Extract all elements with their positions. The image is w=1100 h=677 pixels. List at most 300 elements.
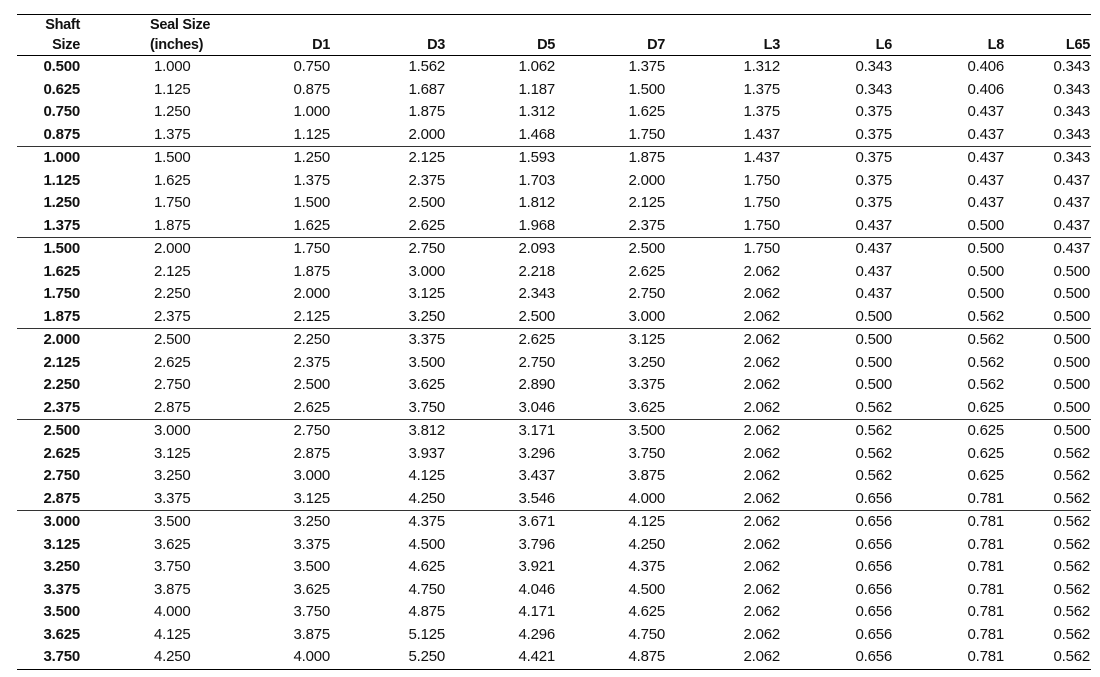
table-row	[17, 170, 1091, 193]
header-seal-line2: (inches)	[81, 35, 231, 56]
cell-l6: 0.437	[855, 240, 892, 257]
cell-l65: 0.562	[1053, 580, 1090, 598]
cell-d1: 2.250	[293, 331, 330, 348]
table-row	[17, 488, 1091, 511]
table-row	[17, 374, 1091, 397]
cell-d1: 2.000	[293, 285, 330, 302]
cell-shaft-size: 1.250	[43, 194, 80, 211]
header-d5: D5	[446, 35, 556, 56]
cell-d3: 3.812	[408, 422, 445, 439]
cell-l6: 0.656	[855, 513, 892, 530]
cell-l3: 1.750	[743, 171, 780, 189]
table-row	[17, 556, 1091, 579]
cell-seal-size: 3.625	[154, 535, 191, 553]
table-row	[17, 261, 1091, 284]
cell-seal-size: 4.000	[154, 603, 191, 620]
cell-l8: 0.625	[893, 397, 1005, 420]
cell-l8: 0.500	[967, 240, 1004, 257]
cell-d7: 4.500	[628, 580, 665, 598]
cell-d1: 1.375	[293, 171, 330, 189]
header-row-top	[17, 15, 1091, 36]
cell-seal-size: 3.750	[154, 558, 191, 575]
cell-l8: 0.437	[967, 149, 1004, 166]
cell-seal-size: 1.375	[81, 124, 231, 147]
cell-d1: 2.375	[293, 353, 330, 371]
table-row	[17, 420, 1091, 443]
cell-l8: 0.562	[893, 306, 1005, 329]
cell-l3: 2.062	[743, 513, 780, 530]
cell-l8: 0.781	[967, 535, 1004, 553]
cell-shaft-size: 1.750	[43, 285, 80, 302]
cell-d7: 4.125	[628, 513, 665, 530]
cell-l65: 0.562	[1053, 625, 1090, 643]
table-row	[17, 79, 1091, 102]
header-shaft-line2: Size	[17, 35, 81, 56]
cell-shaft-size: 2.500	[43, 422, 80, 439]
cell-l6: 0.343	[855, 58, 892, 75]
cell-seal-size: 1.500	[154, 149, 191, 166]
cell-d3: 3.500	[408, 353, 445, 371]
cell-d5: 2.093	[518, 240, 555, 257]
cell-shaft-size: 1.625	[43, 262, 80, 280]
cell-d7: 3.000	[556, 306, 666, 329]
header-empty	[781, 15, 893, 36]
cell-l3: 2.062	[743, 558, 780, 575]
table-row	[17, 192, 1091, 215]
cell-l65: 0.343	[1053, 58, 1090, 75]
cell-d3: 3.250	[331, 306, 446, 329]
cell-d3: 3.125	[408, 285, 445, 302]
cell-d7: 3.125	[628, 331, 665, 348]
header-d7: D7	[556, 35, 666, 56]
header-shaft-line1: Shaft	[17, 15, 81, 36]
cell-shaft-size: 1.000	[43, 149, 80, 166]
cell-seal-size: 2.625	[154, 353, 191, 371]
cell-l6: 0.375	[781, 124, 893, 147]
cell-d3: 4.875	[408, 603, 445, 620]
cell-l65: 0.437	[1053, 171, 1090, 189]
cell-l3: 2.062	[666, 488, 781, 511]
cell-l3: 1.312	[743, 58, 780, 75]
table-row	[17, 397, 1091, 420]
table-row	[17, 465, 1091, 488]
cell-shaft-size: 2.625	[43, 444, 80, 462]
header-l3: L3	[666, 35, 781, 56]
cell-d3: 2.000	[331, 124, 446, 147]
cell-l3: 2.062	[743, 444, 780, 462]
cell-l8: 0.500	[893, 215, 1005, 238]
cell-shaft-size: 3.000	[43, 513, 80, 530]
cell-d1: 2.500	[293, 376, 330, 393]
cell-l3: 1.750	[743, 240, 780, 257]
cell-d1: 1.875	[293, 262, 330, 280]
cell-l3: 1.437	[666, 124, 781, 147]
cell-l6: 0.656	[855, 558, 892, 575]
cell-seal-size: 1.875	[81, 215, 231, 238]
cell-l3: 2.062	[743, 376, 780, 393]
cell-l6: 0.656	[855, 535, 892, 553]
cell-d7: 4.250	[628, 535, 665, 553]
cell-d5: 1.593	[518, 149, 555, 166]
cell-d1: 4.000	[231, 646, 331, 669]
cell-seal-size: 2.875	[81, 397, 231, 420]
cell-l6: 0.437	[855, 285, 892, 302]
header-seal-line1: Seal Size	[81, 15, 231, 36]
cell-l8: 0.562	[967, 353, 1004, 371]
cell-l65: 0.500	[1053, 331, 1090, 348]
cell-l3: 2.062	[666, 397, 781, 420]
cell-l8: 0.406	[967, 58, 1004, 75]
cell-l6: 0.375	[855, 103, 892, 120]
cell-d1: 1.625	[231, 215, 331, 238]
cell-l6: 0.656	[855, 603, 892, 620]
cell-shaft-size: 1.875	[17, 306, 81, 329]
table-row	[17, 443, 1091, 466]
cell-l65: 0.562	[1053, 603, 1090, 620]
table-row	[17, 215, 1091, 238]
header-empty	[666, 15, 781, 36]
cell-d7: 4.875	[556, 646, 666, 669]
header-d1: D1	[231, 35, 331, 56]
table-row	[17, 56, 1091, 79]
cell-seal-size: 3.125	[154, 444, 191, 462]
cell-l3: 2.062	[743, 285, 780, 302]
header-empty	[556, 15, 666, 36]
cell-d3: 4.125	[408, 467, 445, 484]
cell-seal-size: 1.000	[154, 58, 191, 75]
cell-d5: 1.312	[518, 103, 555, 120]
cell-l8: 0.562	[967, 376, 1004, 393]
cell-shaft-size: 3.125	[43, 535, 80, 553]
cell-seal-size: 1.625	[154, 171, 191, 189]
cell-d5: 3.671	[518, 513, 555, 530]
cell-l65: 0.562	[1053, 535, 1090, 553]
cell-d3: 2.750	[408, 240, 445, 257]
cell-l65: 0.562	[1005, 646, 1091, 669]
table-row	[17, 646, 1091, 669]
cell-d7: 3.250	[628, 353, 665, 371]
cell-d5: 2.625	[518, 331, 555, 348]
cell-d5: 3.046	[446, 397, 556, 420]
cell-d1: 0.875	[293, 80, 330, 98]
cell-shaft-size: 2.750	[43, 467, 80, 484]
cell-l8: 0.781	[967, 513, 1004, 530]
cell-seal-size: 2.250	[154, 285, 191, 302]
cell-seal-size: 3.250	[154, 467, 191, 484]
cell-d5: 3.437	[518, 467, 555, 484]
cell-d5: 3.546	[446, 488, 556, 511]
cell-shaft-size: 3.375	[43, 580, 80, 598]
cell-l8: 0.781	[967, 580, 1004, 598]
cell-d1: 2.625	[231, 397, 331, 420]
cell-d5: 4.171	[518, 603, 555, 620]
header-l6: L6	[781, 35, 893, 56]
cell-d7: 4.625	[628, 603, 665, 620]
cell-d5: 3.171	[518, 422, 555, 439]
cell-l3: 2.062	[743, 331, 780, 348]
cell-d5: 4.296	[518, 625, 555, 643]
cell-seal-size: 2.000	[154, 240, 191, 257]
cell-d7: 4.000	[556, 488, 666, 511]
header-empty	[1005, 15, 1091, 36]
header-empty	[231, 15, 331, 36]
cell-shaft-size: 2.375	[17, 397, 81, 420]
cell-d5: 2.218	[518, 262, 555, 280]
table-body	[17, 56, 1091, 670]
cell-l65: 0.500	[1005, 397, 1091, 420]
cell-l3: 2.062	[743, 603, 780, 620]
cell-seal-size: 3.500	[154, 513, 191, 530]
cell-d1: 2.750	[293, 422, 330, 439]
cell-d7: 3.750	[628, 444, 665, 462]
cell-l3: 2.062	[743, 467, 780, 484]
cell-l8: 0.625	[967, 422, 1004, 439]
table-row	[17, 352, 1091, 375]
cell-d7: 3.375	[628, 376, 665, 393]
cell-l8: 0.781	[967, 558, 1004, 575]
cell-d7: 2.500	[628, 240, 665, 257]
cell-d7: 1.875	[628, 149, 665, 166]
cell-l6: 0.375	[855, 149, 892, 166]
header-d3: D3	[331, 35, 446, 56]
table-row	[17, 283, 1091, 306]
cell-seal-size: 1.250	[154, 103, 191, 120]
cell-d1: 3.875	[293, 625, 330, 643]
cell-l8: 0.781	[967, 625, 1004, 643]
cell-l6: 0.500	[781, 306, 893, 329]
cell-d3: 3.937	[408, 444, 445, 462]
cell-shaft-size: 3.750	[17, 646, 81, 669]
cell-l8: 0.437	[967, 171, 1004, 189]
cell-seal-size: 4.250	[81, 646, 231, 669]
cell-l65: 0.343	[1053, 103, 1090, 120]
cell-d1: 1.500	[293, 194, 330, 211]
cell-l65: 0.343	[1005, 124, 1091, 147]
cell-d5: 3.796	[518, 535, 555, 553]
table-row	[17, 124, 1091, 147]
cell-l8: 0.781	[893, 646, 1005, 669]
cell-d3: 1.687	[408, 80, 445, 98]
cell-d7: 2.375	[556, 215, 666, 238]
cell-d5: 1.468	[446, 124, 556, 147]
cell-d5: 1.703	[518, 171, 555, 189]
cell-l3: 2.062	[743, 262, 780, 280]
cell-l65: 0.500	[1005, 306, 1091, 329]
cell-seal-size: 2.500	[154, 331, 191, 348]
cell-d3: 5.250	[331, 646, 446, 669]
cell-d5: 2.890	[518, 376, 555, 393]
cell-l3: 2.062	[743, 353, 780, 371]
cell-d5: 3.921	[518, 558, 555, 575]
cell-l6: 0.656	[781, 646, 893, 669]
cell-d1: 1.750	[293, 240, 330, 257]
cell-l6: 0.375	[855, 194, 892, 211]
cell-d5: 2.500	[446, 306, 556, 329]
header-l65: L65	[1005, 35, 1091, 56]
header-empty	[446, 15, 556, 36]
cell-d3: 1.562	[408, 58, 445, 75]
cell-d5: 1.062	[518, 58, 555, 75]
cell-l3: 2.062	[743, 535, 780, 553]
cell-d3: 4.625	[408, 558, 445, 575]
cell-seal-size: 2.750	[154, 376, 191, 393]
cell-d5: 4.421	[446, 646, 556, 669]
cell-l3: 1.375	[743, 80, 780, 98]
cell-l8: 0.781	[893, 488, 1005, 511]
cell-l65: 0.500	[1053, 353, 1090, 371]
cell-l8: 0.562	[967, 331, 1004, 348]
cell-d7: 2.000	[628, 171, 665, 189]
cell-l6: 0.562	[855, 467, 892, 484]
cell-d3: 3.750	[331, 397, 446, 420]
cell-shaft-size: 0.750	[43, 103, 80, 120]
cell-l65: 0.437	[1053, 194, 1090, 211]
cell-l65: 0.437	[1053, 240, 1090, 257]
header-row-bottom	[17, 35, 1091, 56]
cell-d3: 1.875	[408, 103, 445, 120]
cell-d3: 2.625	[331, 215, 446, 238]
cell-l65: 0.562	[1053, 558, 1090, 575]
cell-l3: 2.062	[743, 422, 780, 439]
cell-d5: 1.968	[446, 215, 556, 238]
cell-l65: 0.500	[1053, 262, 1090, 280]
cell-d1: 1.000	[293, 103, 330, 120]
cell-l8: 0.625	[967, 467, 1004, 484]
cell-l8: 0.406	[967, 80, 1004, 98]
cell-seal-size: 2.125	[154, 262, 191, 280]
cell-l6: 0.500	[855, 331, 892, 348]
cell-l65: 0.343	[1053, 80, 1090, 98]
cell-d1: 3.750	[293, 603, 330, 620]
cell-d3: 5.125	[408, 625, 445, 643]
cell-l65: 0.500	[1053, 376, 1090, 393]
header-empty	[331, 15, 446, 36]
cell-l8: 0.781	[967, 603, 1004, 620]
cell-l65: 0.500	[1053, 422, 1090, 439]
table-row	[17, 329, 1091, 352]
cell-shaft-size: 0.500	[43, 58, 80, 75]
cell-d7: 2.750	[628, 285, 665, 302]
cell-shaft-size: 2.250	[43, 376, 80, 393]
cell-d3: 3.625	[408, 376, 445, 393]
table-row	[17, 147, 1091, 170]
cell-d7: 4.375	[628, 558, 665, 575]
cell-d3: 4.250	[331, 488, 446, 511]
cell-d5: 4.046	[518, 580, 555, 598]
cell-seal-size: 1.750	[154, 194, 191, 211]
cell-l6: 0.500	[855, 376, 892, 393]
cell-l6: 0.437	[781, 215, 893, 238]
header-l8: L8	[893, 35, 1005, 56]
cell-shaft-size: 3.625	[43, 625, 80, 643]
cell-l3: 2.062	[743, 580, 780, 598]
cell-d1: 3.625	[293, 580, 330, 598]
cell-shaft-size: 1.375	[17, 215, 81, 238]
cell-seal-size: 3.375	[81, 488, 231, 511]
cell-l65: 0.562	[1005, 488, 1091, 511]
cell-l3: 1.437	[743, 149, 780, 166]
cell-shaft-size: 3.250	[43, 558, 80, 575]
cell-d7: 1.750	[556, 124, 666, 147]
table-row	[17, 534, 1091, 557]
cell-shaft-size: 1.125	[43, 171, 80, 189]
cell-d3: 2.500	[408, 194, 445, 211]
cell-l8: 0.500	[967, 262, 1004, 280]
cell-l6: 0.656	[855, 580, 892, 598]
table-row	[17, 306, 1091, 329]
cell-l6: 0.562	[855, 422, 892, 439]
cell-l65: 0.562	[1053, 467, 1090, 484]
cell-d5: 3.296	[518, 444, 555, 462]
cell-d7: 4.750	[628, 625, 665, 643]
cell-seal-size: 4.125	[154, 625, 191, 643]
cell-l8: 0.437	[967, 103, 1004, 120]
cell-d3: 4.375	[408, 513, 445, 530]
cell-seal-size: 1.125	[154, 80, 191, 98]
cell-l65: 0.437	[1005, 215, 1091, 238]
cell-l3: 2.062	[666, 306, 781, 329]
table-row	[17, 601, 1091, 624]
table-row	[17, 579, 1091, 602]
cell-l8: 0.625	[967, 444, 1004, 462]
cell-d7: 1.625	[628, 103, 665, 120]
cell-l6: 0.375	[855, 171, 892, 189]
cell-seal-size: 2.375	[81, 306, 231, 329]
table-row	[17, 238, 1091, 261]
table-header	[17, 15, 1091, 56]
cell-l3: 1.750	[666, 215, 781, 238]
cell-l8: 0.437	[967, 194, 1004, 211]
cell-l8: 0.437	[893, 124, 1005, 147]
table-row	[17, 624, 1091, 647]
cell-d7: 3.875	[628, 467, 665, 484]
table-row	[17, 101, 1091, 124]
cell-shaft-size: 1.500	[43, 240, 80, 257]
cell-d7: 2.625	[628, 262, 665, 280]
cell-l6: 0.656	[781, 488, 893, 511]
cell-seal-size: 3.000	[154, 422, 191, 439]
cell-d1: 3.250	[293, 513, 330, 530]
cell-d3: 2.125	[408, 149, 445, 166]
cell-l8: 0.500	[967, 285, 1004, 302]
cell-l65: 0.343	[1053, 149, 1090, 166]
cell-d7: 2.125	[628, 194, 665, 211]
cell-seal-size: 3.875	[154, 580, 191, 598]
table-row	[17, 511, 1091, 534]
cell-d3: 4.500	[408, 535, 445, 553]
cell-l6: 0.562	[855, 444, 892, 462]
cell-d1: 3.500	[293, 558, 330, 575]
cell-shaft-size: 2.125	[43, 353, 80, 371]
cell-l6: 0.343	[855, 80, 892, 98]
cell-d5: 2.750	[518, 353, 555, 371]
cell-d1: 1.125	[231, 124, 331, 147]
cell-d3: 3.000	[408, 262, 445, 280]
cell-shaft-size: 3.500	[43, 603, 80, 620]
cell-l3: 1.750	[743, 194, 780, 211]
cell-d1: 0.750	[293, 58, 330, 75]
cell-d1: 3.125	[231, 488, 331, 511]
cell-l6: 0.656	[855, 625, 892, 643]
cell-l65: 0.562	[1053, 444, 1090, 462]
cell-d7: 3.500	[628, 422, 665, 439]
cell-d3: 4.750	[408, 580, 445, 598]
cell-l65: 0.500	[1053, 285, 1090, 302]
cell-l6: 0.437	[855, 262, 892, 280]
cell-shaft-size: 0.625	[43, 80, 80, 98]
cell-l3: 2.062	[743, 625, 780, 643]
cell-d1: 1.250	[293, 149, 330, 166]
